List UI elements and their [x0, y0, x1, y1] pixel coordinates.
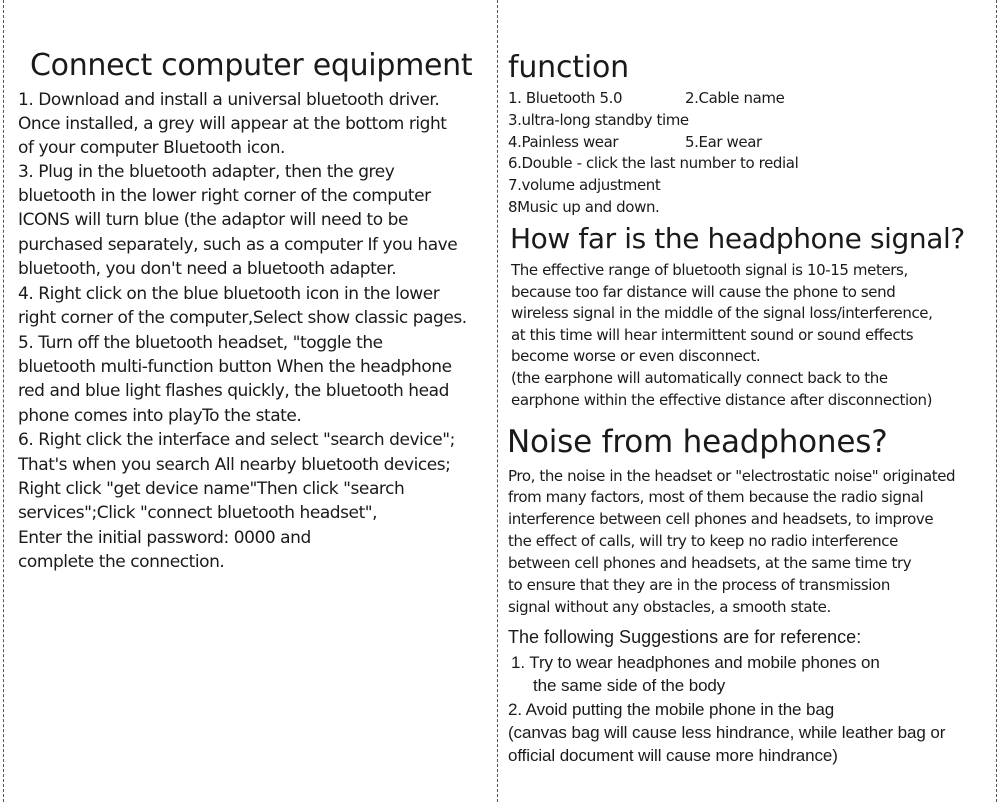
connect-step-line: of your computer Bluetooth icon. [18, 138, 285, 158]
suggestion-line: the same side of the body [533, 676, 726, 695]
suggestion-line: official document will cause more hindrance) [508, 746, 838, 765]
connect-step-line: Enter the initial password: 0000 and [18, 528, 311, 548]
function-item: 3.ultra-long standby time [508, 111, 689, 129]
function-item: 1. Bluetooth 5.0 [508, 89, 623, 107]
connect-step-line: 5. Turn off the bluetooth headset, "toggle the [18, 333, 383, 353]
noise-line: signal without any obstacles, a smooth state. [508, 598, 831, 616]
signal-line: earphone within the effective distance after disconnection) [511, 391, 933, 409]
connect-step-line: bluetooth multi-function button When the headphone [18, 357, 452, 377]
connect-step-line: red and blue light flashes quickly, the bluetooth head [18, 381, 449, 401]
connect-step-line: Right click "get device name"Then click "search [18, 479, 405, 499]
column-divider [497, 0, 498, 802]
signal-line: wireless signal in the middle of the signal loss/interference, [511, 304, 933, 322]
connect-computer-heading: Connect computer equipment [30, 48, 473, 83]
signal-heading: How far is the headphone signal? [510, 222, 965, 255]
connect-step-line: bluetooth in the lower right corner of the computer [18, 186, 431, 206]
connect-step-line: bluetooth, you don't need a bluetooth adapter. [18, 259, 397, 279]
connect-step-line: services";Click "connect bluetooth headset", [18, 503, 378, 523]
right-border-line [996, 0, 997, 802]
function-item: 6.Double - click the last number to redial [508, 154, 799, 172]
function-item: 7.volume adjustment [508, 176, 661, 194]
connect-step-line: Once installed, a grey will appear at the bottom right [18, 114, 447, 134]
signal-line: at this time will hear intermittent sound or sound effects [511, 326, 914, 344]
signal-line: (the earphone will automatically connect back to the [511, 369, 888, 387]
connect-step-line: 4. Right click on the blue bluetooth icon in the lower [18, 284, 440, 304]
function-item: 5.Ear wear [685, 133, 762, 151]
signal-line: because too far distance will cause the phone to send [511, 283, 896, 301]
left-border-line [3, 0, 4, 802]
noise-line: between cell phones and headsets, at the same time try [508, 554, 912, 572]
connect-step-line: phone comes into playTo the state. [18, 406, 302, 426]
suggestion-line: 1. Try to wear headphones and mobile phones on [511, 653, 880, 672]
connect-step-line: complete the connection. [18, 552, 225, 572]
suggestion-line: 2. Avoid putting the mobile phone in the bag [508, 700, 835, 719]
function-heading: function [508, 50, 629, 85]
connect-step-line: ICONS will turn blue (the adaptor will need to be [18, 210, 408, 230]
noise-heading: Noise from headphones? [507, 424, 888, 460]
noise-line: to ensure that they are in the process of transmission [508, 576, 890, 594]
function-item: 8Music up and down. [508, 198, 660, 216]
noise-line: the effect of calls, will try to keep no radio interference [508, 532, 898, 550]
connect-step-line: right corner of the computer,Select show classic pages. [18, 308, 467, 328]
connect-step-line: 3. Plug in the bluetooth adapter, then the grey [18, 162, 395, 182]
connect-step-line: purchased separately, such as a computer If you have [18, 235, 458, 255]
noise-line: Pro, the noise in the headset or "electrostatic noise" originated [508, 467, 956, 485]
noise-line: interference between cell phones and headsets, to improve [508, 510, 934, 528]
connect-step-line: That's when you search All nearby bluetooth devices; [18, 455, 451, 475]
signal-line: The effective range of bluetooth signal is 10-15 meters, [511, 261, 908, 279]
function-item: 4.Painless wear [508, 133, 619, 151]
function-item: 2.Cable name [685, 89, 785, 107]
noise-line: from many factors, most of them because the radio signal [508, 488, 924, 506]
connect-step-line: 1. Download and install a universal bluetooth driver. [18, 90, 440, 110]
suggestions-heading: The following Suggestions are for reference: [508, 627, 862, 647]
connect-step-line: 6. Right click the interface and select "search device"; [18, 430, 455, 450]
signal-line: become worse or even disconnect. [511, 347, 761, 365]
suggestion-line: (canvas bag will cause less hindrance, while leather bag or [508, 723, 946, 742]
